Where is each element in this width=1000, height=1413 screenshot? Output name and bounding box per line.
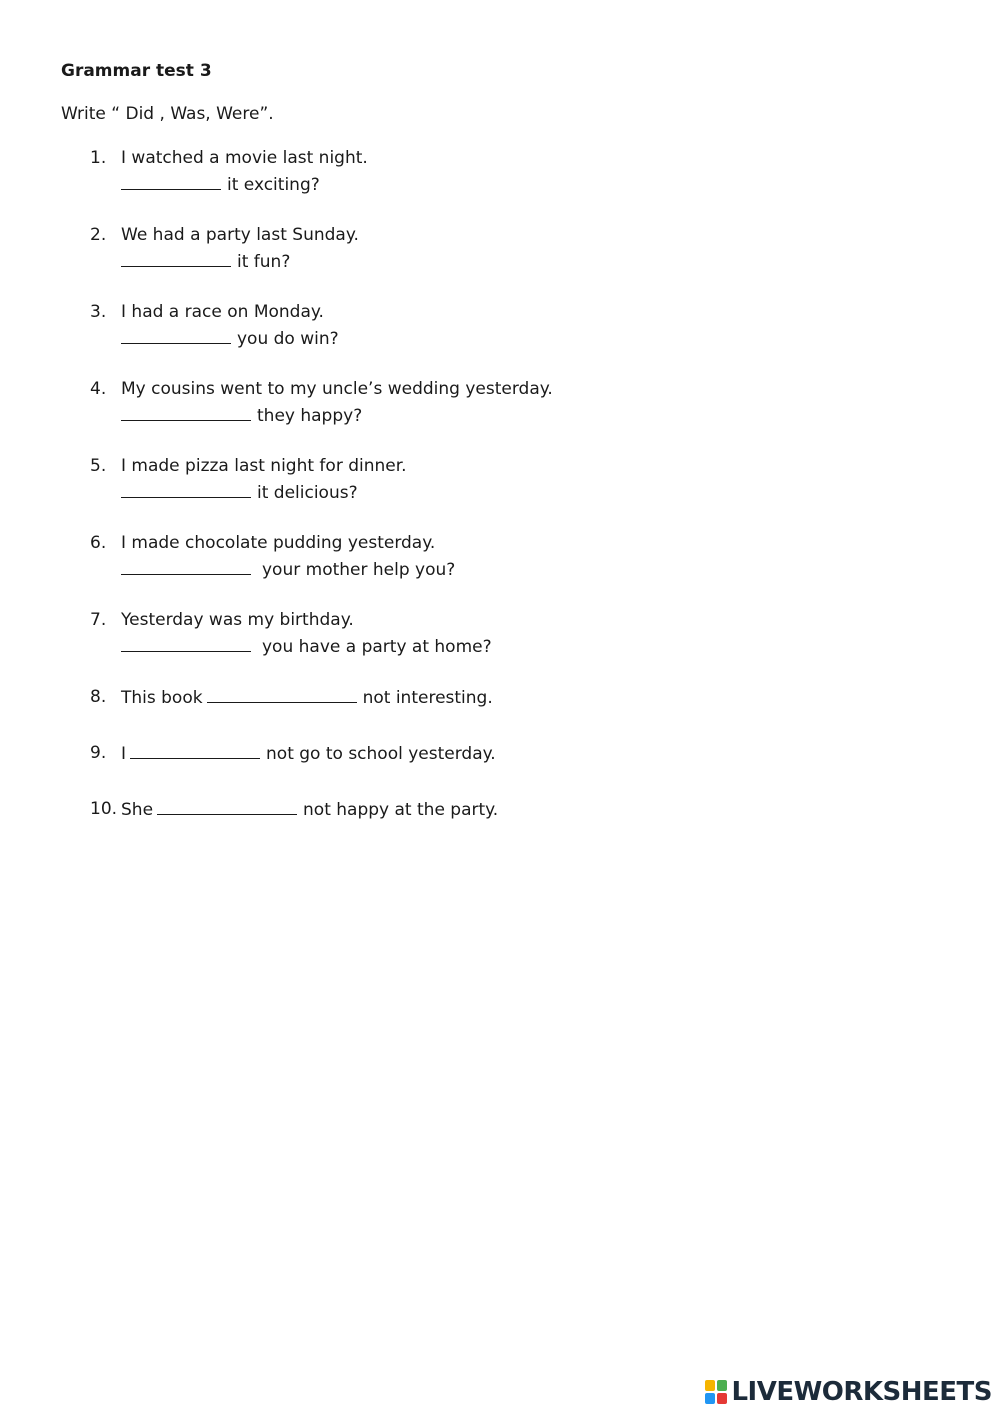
item-sentence: We had a party last Sunday. <box>121 225 359 245</box>
item-sentence: I made chocolate pudding yesterday. <box>121 533 436 553</box>
item-number: 6. <box>90 533 107 553</box>
liveworksheets-logo-icon <box>705 1380 727 1404</box>
item-question: it exciting? <box>227 175 320 195</box>
item-question: it fun? <box>237 252 291 272</box>
item-number: 7. <box>90 610 107 630</box>
answer-blank[interactable] <box>121 171 221 190</box>
liveworksheets-logo <box>705 1377 992 1407</box>
item-question-line <box>121 248 790 275</box>
item-question-line <box>121 556 790 583</box>
item-text-before: I <box>121 744 127 764</box>
item-number: 5. <box>90 456 107 476</box>
item-number: 2. <box>90 225 107 245</box>
exercise-list <box>90 145 790 852</box>
item-sentence: Yesterday was my birthday. <box>121 610 354 630</box>
worksheet-title: Grammar test 3 <box>61 61 212 81</box>
item-question: they happy? <box>257 406 363 426</box>
item-number: 9. <box>90 743 107 763</box>
item-sentence: I watched a movie last night. <box>121 148 368 168</box>
answer-blank[interactable] <box>121 325 231 344</box>
liveworksheets-logo-text: LIVEWORKSHEETS <box>731 1377 992 1407</box>
answer-blank[interactable] <box>121 556 251 575</box>
item-text-after: not happy at the party. <box>303 800 499 820</box>
item-question-line <box>121 171 790 198</box>
exercise-item-9 <box>90 740 790 796</box>
item-sentence: My cousins went to my uncle’s wedding yesterday. <box>121 379 553 399</box>
logo-square-4 <box>717 1393 727 1404</box>
exercise-item-7 <box>90 607 790 684</box>
exercise-item-5 <box>90 453 790 530</box>
exercise-item-8 <box>90 684 790 740</box>
item-sentence: I had a race on Monday. <box>121 302 324 322</box>
item-text-before: This book <box>121 688 203 708</box>
answer-blank[interactable] <box>130 740 260 759</box>
item-question: you do win? <box>237 329 339 349</box>
item-question-line <box>121 325 790 352</box>
item-sentence: I made pizza last night for dinner. <box>121 456 407 476</box>
logo-square-3 <box>705 1393 715 1404</box>
item-number: 10. <box>90 799 118 819</box>
logo-square-2 <box>717 1380 727 1391</box>
item-question: it delicious? <box>257 483 358 503</box>
exercise-item-3 <box>90 299 790 376</box>
item-text-after: not interesting. <box>362 688 493 708</box>
item-question: your mother help you? <box>262 560 456 580</box>
item-question-line <box>121 402 790 429</box>
item-text-after: not go to school yesterday. <box>266 744 496 764</box>
exercise-item-2 <box>90 222 790 299</box>
answer-blank[interactable] <box>121 248 231 267</box>
logo-square-1 <box>705 1380 715 1391</box>
answer-blank[interactable] <box>121 633 251 652</box>
instruction-text: Write “ Did , Was, Were”. <box>61 104 274 124</box>
exercise-item-10 <box>90 796 790 852</box>
answer-blank[interactable] <box>207 684 357 703</box>
exercise-item-1 <box>90 145 790 222</box>
exercise-item-4 <box>90 376 790 453</box>
item-text-before: She <box>121 800 154 820</box>
item-number: 1. <box>90 148 107 168</box>
answer-blank[interactable] <box>157 796 297 815</box>
exercise-item-6 <box>90 530 790 607</box>
item-question: you have a party at home? <box>262 637 492 657</box>
item-question-line <box>121 633 790 660</box>
item-number: 4. <box>90 379 107 399</box>
answer-blank[interactable] <box>121 479 251 498</box>
item-number: 3. <box>90 302 107 322</box>
item-number: 8. <box>90 687 107 707</box>
item-question-line <box>121 479 790 506</box>
answer-blank[interactable] <box>121 402 251 421</box>
